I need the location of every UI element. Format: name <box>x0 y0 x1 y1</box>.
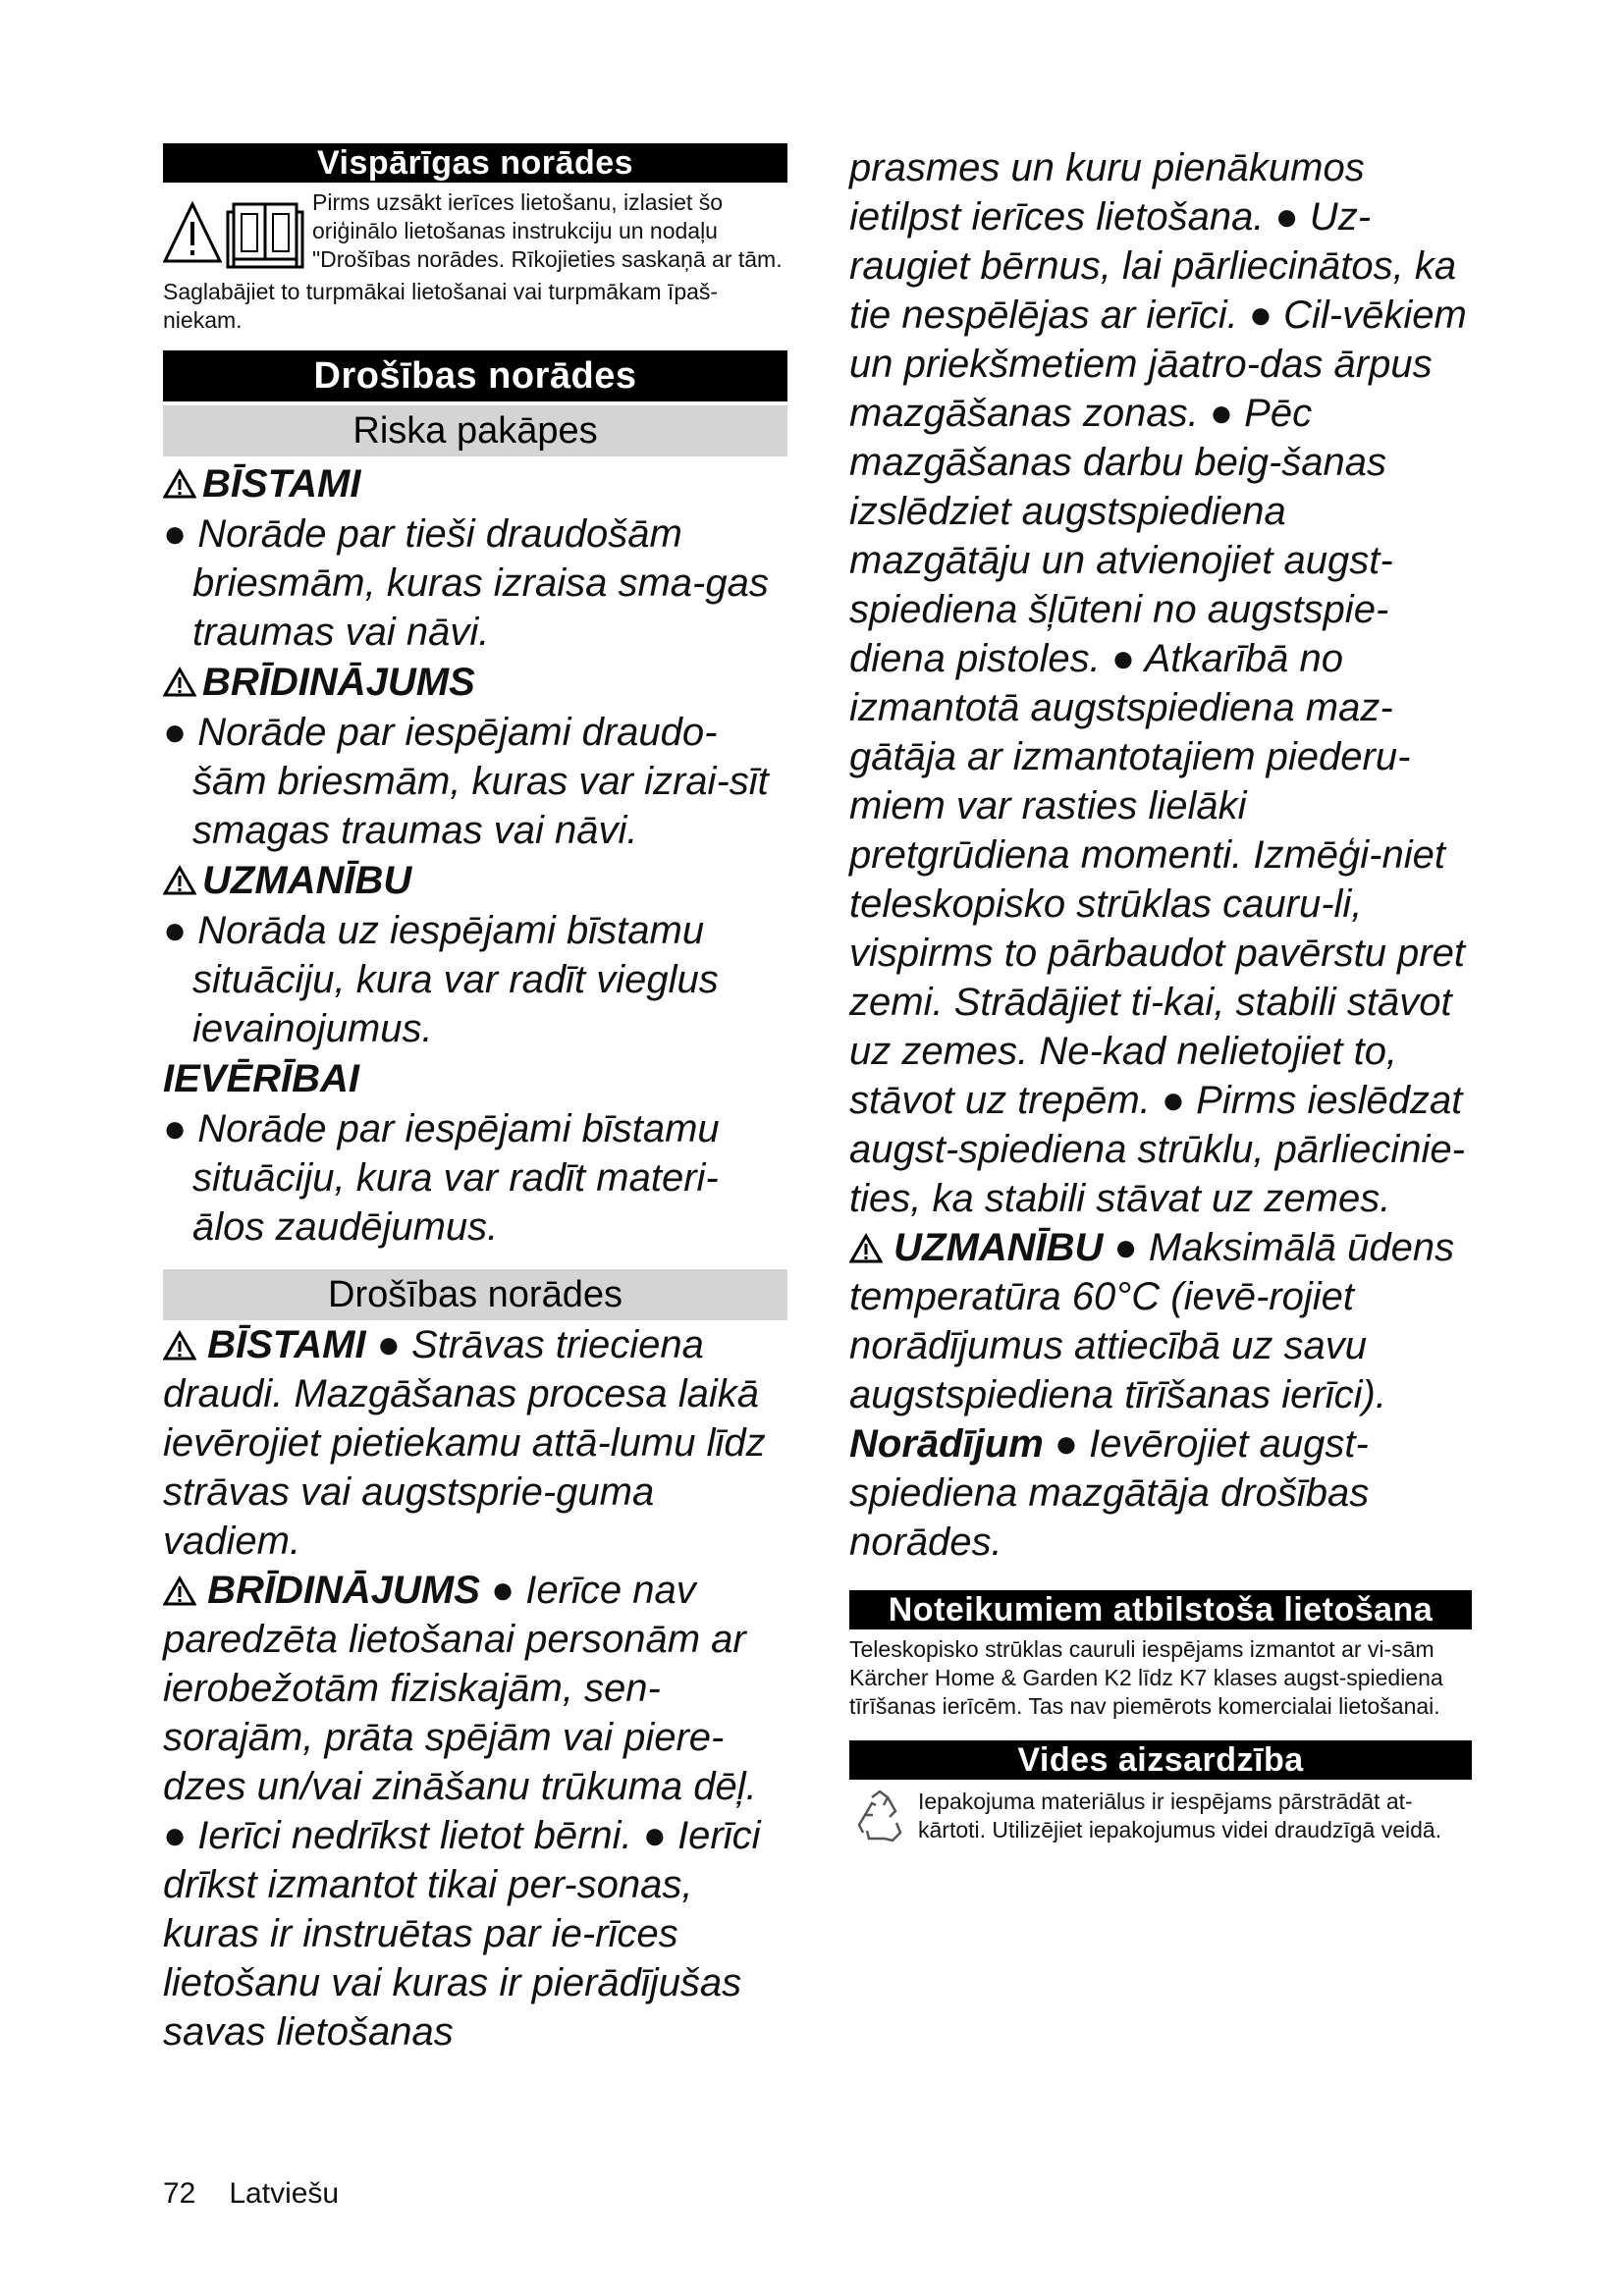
safety-heading: Drošības norādes <box>163 350 787 401</box>
warning-icon <box>163 865 196 896</box>
notice-level-title <box>163 1053 787 1104</box>
warning-note-text: ● Ierīce nav paredzēta lietošanai personām ar ierobežotām fiziskajām, sen-sorajām, prāta spējām vai piere-dzes un/vai zināšanu trūkuma dēļ. ● Ierīci nedrīkst lietot bērni. ● Ierīci drīkst izmantot tikai per-sonas, kuras ir instruētas par ie-rīces lietošanu vai kuras ir pierādījušas savas lietošanas <box>163 1569 761 2054</box>
intended-use-text: Teleskopisko strūklas cauruli iespējams izmantot ar vi-sām Kärcher Home & Garden K2 līdz K7 klases augst-spiediena tīrīšanas ierīcēm. Tas nav piemērots komercialai lietošanai. <box>849 1636 1443 1719</box>
environment-text: Iepakojuma materiālus ir iespējams pārstrādāt at-kārtoti. Utilizējiet iepakojumus videi draudzīgā veidā. <box>918 1789 1442 1842</box>
notice-label: IEVĒRĪBAI <box>163 1057 360 1100</box>
warning-icon <box>163 468 196 500</box>
environment-heading: Vides aizsardzība <box>849 1740 1472 1780</box>
safety-notes-heading: Drošības norādes <box>163 1269 787 1320</box>
danger-label: BĪSTAMI <box>202 462 361 506</box>
warning-icon <box>163 1575 196 1607</box>
intended-use-heading: Noteikumiem atbilstoša lietošana <box>849 1590 1472 1629</box>
warning-icon <box>163 667 196 698</box>
instruction-note-text: ● Ievērojiet augst-spiediena mazgātāja drošības norādes. <box>849 1422 1370 1564</box>
instruction-note-label: Norādījum <box>849 1422 1044 1466</box>
risk-levels-heading: Riska pakāpes <box>163 405 787 456</box>
environment-section <box>849 1788 1472 1844</box>
language-label: Latviešu <box>229 2177 340 2210</box>
warning-icon <box>163 1330 196 1362</box>
warning-icon <box>849 1233 883 1264</box>
caution-level-title <box>163 855 787 906</box>
danger-note-text: ● Strāvas trieciena draudi. Mazgāšanas procesa laikā ievērojiet pietiekamu attā-lumu līdz strāvas vai augstsprie-guma vadiem. <box>163 1323 766 1563</box>
caution-note <box>849 1223 1472 1419</box>
caution-description: ● Norāda uz iespējami bīstamu situāciju, kura var radīt vieglus ievainojumus. <box>163 909 719 1050</box>
page-number: 72 <box>163 2177 196 2210</box>
notice-description: ● Norāde par iespējami bīstamu situāciju, kura var radīt materi-ālos zaudējumus. <box>163 1107 720 1249</box>
general-notes-text: Pirms uzsākt ierīces lietošanu, izlasiet šo oriģinālo lietošanas instrukciju un nodaļu "Drošības norādes. Rīkojieties saskaņā ar tām. <box>312 189 783 272</box>
caution-note-text: ● Maksimālā ūdens temperatūra 60°C (ievē-rojiet norādījumus attiecībā uz savu augstspiediena tīrīšanas ierīci). <box>849 1226 1455 1416</box>
warning-note-label: BRĪDINĀJUMS <box>207 1569 480 1612</box>
safety-continued-text: prasmes un kuru pienākumos ietilpst ierīces lietošana. ● Uz-raugiet bērnus, lai pārliecinātos, ka tie nespēlējas ar ierīci. ● Cil-vēkiem un priekšmetiem jāatro-das ārpus mazgāšanas zonas. ● Pēc mazgāšanas darbu beig-šanas izslēdziet augstspiediena mazgātāju un atvienojiet augst-spiediena šļūteni no augstspie-diena pistoles. ● Atkarībā no izmantotā augstspiediena maz-gātāja ar izmantotajiem piederu-miem var rasties lielāki pretgrūdiena momenti. Izmēģi-niet teleskopisko strūklas cauru-li, vispirms to pārbaudot pavērstu pret zemi. Strādājiet ti-kai, stabili stāvot uz zemes. Ne-kad nelietojiet to, stāvot uz trepēm. ● Pirms ieslēdzat augst-spiediena strūklu, pārliecinie-ties, ka stabili stāvat uz zemes. <box>849 146 1467 1220</box>
warning-level-title <box>163 657 787 708</box>
danger-note <box>163 1320 787 1566</box>
general-notes-heading: Vispārīgas norādes <box>163 143 787 183</box>
warning-description: ● Norāde par iespējami draudo-šām briesmām, kuras var izrai-sīt smagas traumas vai nāvi. <box>163 711 769 852</box>
safety-notes-continued <box>849 143 1472 1567</box>
warning-label: BRĪDINĀJUMS <box>202 661 475 704</box>
instruction-note <box>849 1419 1472 1567</box>
page-footer <box>163 2177 372 2211</box>
danger-description: ● Norāde par tieši draudošām briesmām, kuras izraisa sma-gas traumas vai nāvi. <box>163 512 769 654</box>
recycle-icon <box>855 1789 904 1844</box>
intro-icons <box>163 188 308 277</box>
danger-note-label: BĪSTAMI <box>207 1323 366 1366</box>
left-column <box>163 143 787 2056</box>
general-notes-text-2: Saglabājiet to turpmākai lietošanai vai turpmākam īpaš-niekam. <box>163 279 719 333</box>
right-column <box>849 143 1472 1844</box>
warning-note <box>163 1566 787 2056</box>
warning-book-icon <box>163 188 308 277</box>
caution-label: UZMANĪBU <box>202 859 412 902</box>
general-notes-section <box>163 188 787 335</box>
danger-level-title <box>163 458 787 509</box>
caution-note-label: UZMANĪBU <box>893 1226 1104 1269</box>
safety-notes-body <box>163 1320 787 2056</box>
risk-levels-list <box>163 458 787 1252</box>
